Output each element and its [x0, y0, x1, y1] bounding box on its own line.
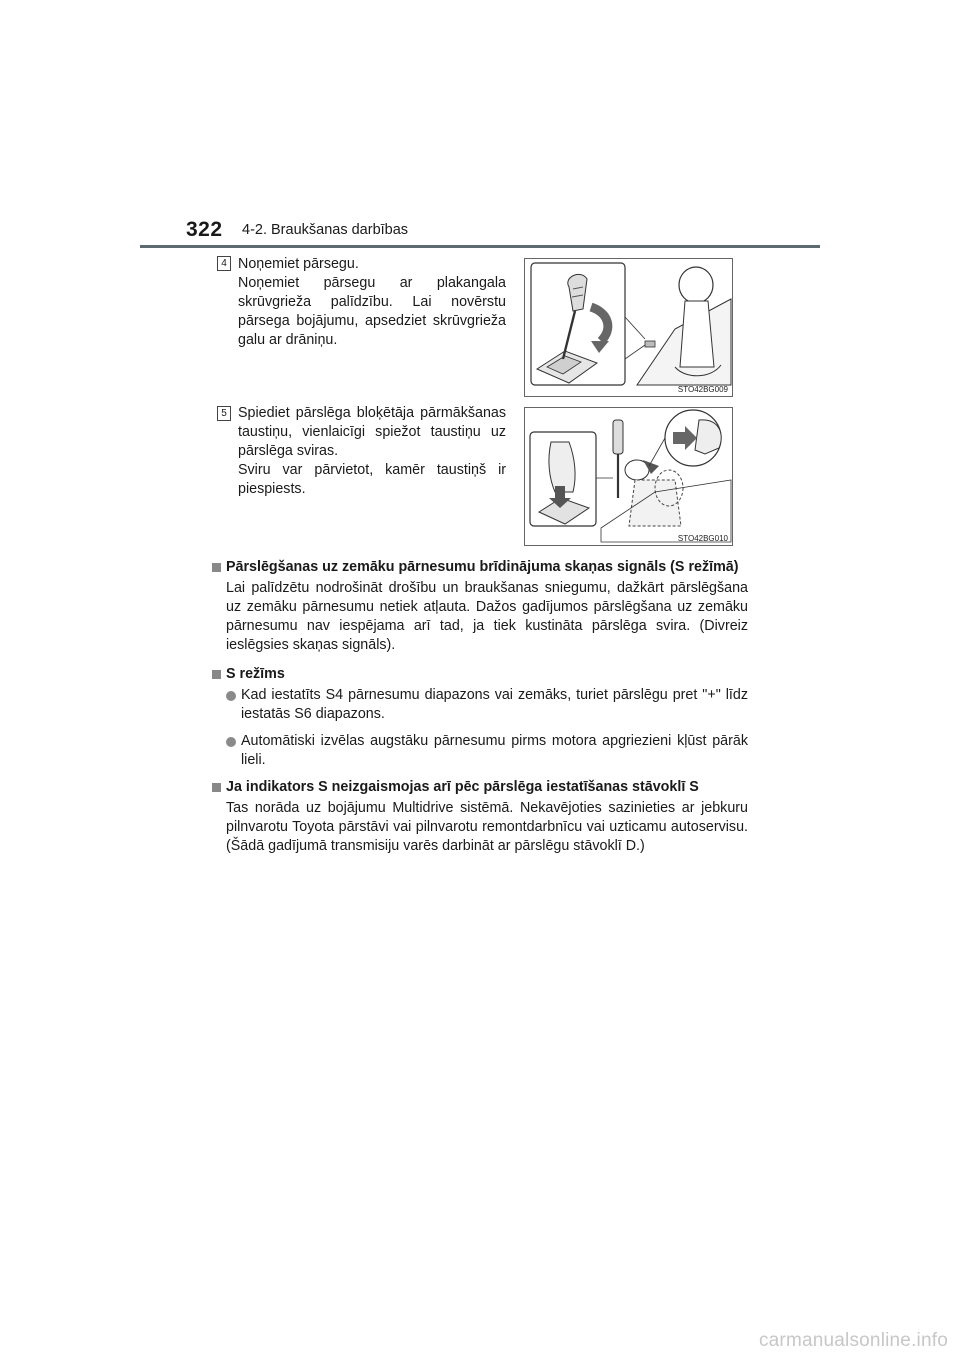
- figure-shift-lock-release: [524, 407, 733, 546]
- body-content: [212, 558, 748, 866]
- page-number: 322: [186, 218, 223, 241]
- section-heading-s-mode: S režīms: [212, 665, 748, 684]
- list-item: Automātiski izvēlas augstāku pārnesumu pirms motora apgriezieni kļūst pārāk lieli.: [226, 732, 748, 770]
- step-5-description: Sviru var pārvietot, kamēr taustiņš ir piespiests.: [238, 462, 506, 497]
- step-number-4: 4: [217, 256, 231, 271]
- circle-bullet-icon: [226, 737, 236, 747]
- figure-remove-cover: [524, 258, 733, 397]
- figure-code-010: STO42BG010: [677, 534, 728, 543]
- figure-code-009: STO42BG009: [677, 385, 728, 394]
- square-bullet-icon: [212, 670, 221, 679]
- square-bullet-icon: [212, 783, 221, 792]
- section-title: 4-2. Braukšanas darbības: [242, 222, 409, 238]
- step-4-title: Noņemiet pārsegu.: [238, 256, 359, 272]
- remove-cover-illustration: [525, 259, 732, 396]
- header-divider: [140, 245, 820, 248]
- step-5-text: [238, 404, 506, 499]
- circle-bullet-icon: [226, 691, 236, 701]
- section-heading-s-indicator: Ja indikators S neizgaismojas arī pēc pārslēga iestatīšanas stāvoklī S: [212, 778, 748, 797]
- list-item: Kad iestatīts S4 pārnesumu diapazons vai zemāks, turiet pārslēgu pret "+" līdz iestatās S6 diapazons.: [226, 686, 748, 724]
- section-paragraph-downshift-warning: Lai palīdzētu nodrošināt drošību un braukšanas sniegumu, dažkārt pārslēgšana uz zemāku pārnesumu netiek atļauta. Dažos gadījumos pārslēgšana uz zemāku pārnesumu nav iespējama arī tad, ja tiek kustināta pārslēga svira. (Divreiz ieslēgsies skaņas signāls).: [226, 580, 748, 653]
- watermark: carmanualsonline.info: [758, 1330, 948, 1351]
- section-heading-downshift-warning: Pārslēgšanas uz zemāku pārnesumu brīdinājuma skaņas signāls (S režīmā): [212, 558, 748, 577]
- step-4-text: [238, 255, 506, 350]
- square-bullet-icon: [212, 563, 221, 572]
- step-4-description: Noņemiet pārsegu ar plakangala skrūvgrieža palīdzību. Lai novērstu pārsega bojājumu, apsedziet skrūvgrieža galu ar drāniņu.: [238, 275, 506, 348]
- section-paragraph-s-indicator: Tas norāda uz bojājumu Multidrive sistēmā. Nekavējoties sazinieties ar jebkuru pilnvarotu Toyota pārstāvi vai pilnvarotu remontdarbnīcu vai uzticamu autoservisu. (Šādā gadījumā transmisiju varēs darbināt ar pārslēgu stāvoklī D.): [226, 800, 748, 854]
- step-number-5: 5: [217, 406, 231, 421]
- shift-lock-release-illustration: [525, 408, 732, 545]
- step-5-title: Spiediet pārslēga bloķētāja pārmākšanas taustiņu, vienlaicīgi spiežot taustiņu uz pārslēga sviras.: [238, 405, 506, 459]
